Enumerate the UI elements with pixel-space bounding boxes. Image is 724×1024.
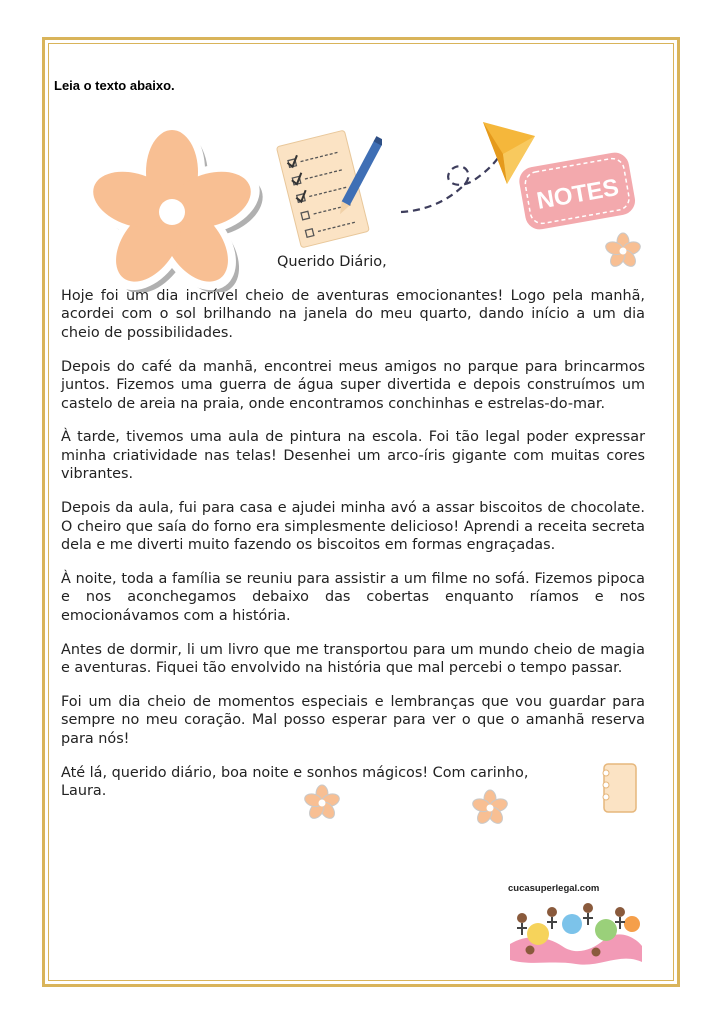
notes-label: NOTES [534, 173, 621, 215]
diary-greeting: Querido Diário, [277, 254, 387, 270]
closing-line: Até lá, querido diário, boa noite e sonhos mágicos! Com carinho, [61, 764, 529, 781]
paragraph: À noite, toda a família se reuniu para assistir a um filme no sofá. Fizemos pipoca e nos aconchegamos debaixo das cobertas enquanto ríamos e nos emocionávamos com a história. [61, 570, 645, 624]
diary-letter [61, 287, 645, 816]
signature: Laura. [61, 783, 107, 800]
closing-paragraph [61, 764, 645, 801]
small-flower-icon [603, 231, 643, 271]
paragraph: Hoje foi um dia incrível cheio de aventuras emocionantes! Logo pela manhã, acordei com o sol brilhando na janela do meu quarto, dando início a um dia cheio de possibilidades. [61, 288, 645, 341]
paragraph: Depois da aula, fui para casa e ajudei minha avó a assar biscoitos de chocolate. O cheiro que saía do forno era simplesmente delicioso! Aprendi a receita secreta dela e me diverti muito fazendo os biscoitos em formas engraçadas. [61, 500, 645, 553]
kids-logo-icon [500, 894, 648, 972]
checklist-icon [272, 126, 382, 252]
paragraph: Depois do café da manhã, encontrei meus amigos no parque para brincarmos juntos. Fizemos uma guerra de água super divertida e depois construímos um castelo de areia na praia, onde encontramos conchinhas e estrelas-do-mar. [61, 358, 645, 412]
paragraph: Foi um dia cheio de momentos especiais e lembranças que vou guardar para sempre no meu coração. Mal posso esperar para ver o que o amanhã reserva para nós! [61, 693, 645, 747]
big-flower-icon [68, 122, 278, 292]
brand-label: cucasuperlegal.com [508, 883, 600, 894]
paragraph: À tarde, tivemos uma aula de pintura na escola. Foi tão legal poder expressar minha criatividade nas telas! Desenhei um arco-íris gigante com muitas cores vibrantes. [61, 429, 645, 483]
paragraph: Antes de dormir, li um livro que me transportou para um mundo cheio de magia e aventuras. Fiquei tão envolvido na história que mal percebi o tempo passar. [61, 641, 645, 676]
notes-sticker-icon [512, 140, 642, 240]
instruction-heading: Leia o texto abaixo. [54, 78, 175, 93]
